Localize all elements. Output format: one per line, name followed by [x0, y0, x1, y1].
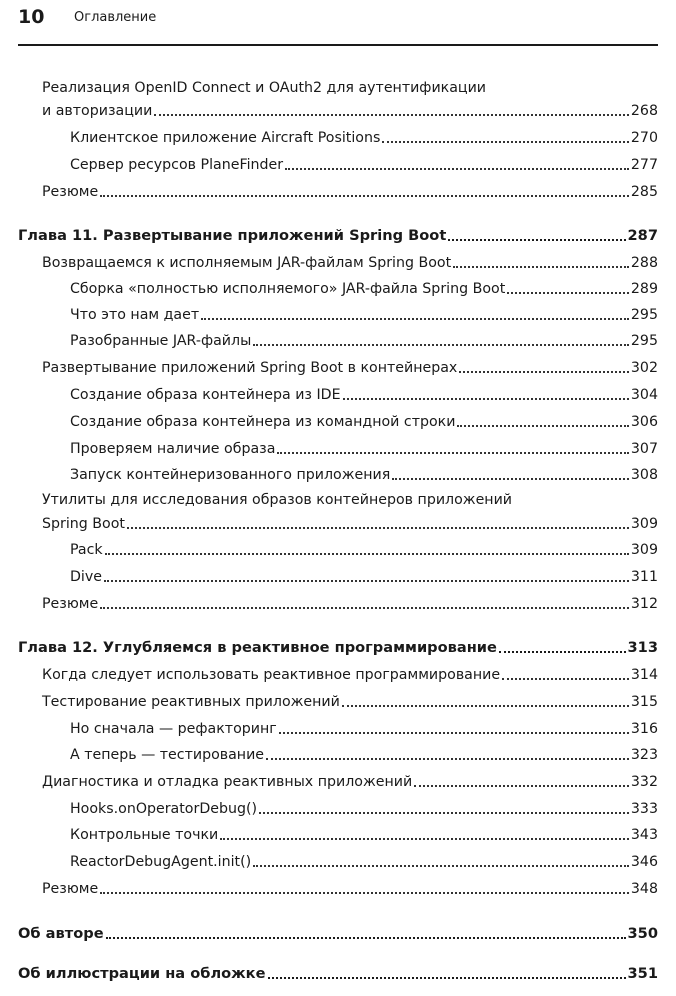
toc-entry-page: 295 [630, 333, 658, 349]
toc-entry-page: 309 [630, 542, 658, 558]
toc-entry-page: 306 [630, 414, 658, 430]
toc-entry[interactable] [70, 742, 658, 764]
dot-leader [266, 758, 629, 760]
toc-entry-page: 346 [630, 854, 658, 870]
toc-entry[interactable] [70, 462, 658, 484]
toc-entry-page: 302 [630, 360, 658, 376]
running-title: Оглавление [74, 10, 157, 25]
toc-chapter-label: Глава 12. Углубляемся в реактивное программирование [18, 639, 497, 656]
toc-entry-page: 332 [630, 774, 658, 790]
toc-entry-label: Pack [70, 542, 103, 558]
toc-entry-label: Проверяем наличие образа [70, 441, 276, 457]
toc-entry-label: Но сначала — рефакторинг [70, 721, 277, 737]
toc-entry-label: Spring Boot [42, 516, 125, 532]
toc-entry[interactable] [42, 98, 658, 120]
dot-leader [279, 732, 629, 734]
toc-entry-label: Развертывание приложений Spring Boot в контейнерах [42, 360, 458, 376]
dot-leader [414, 785, 629, 787]
dot-leader [154, 114, 629, 116]
toc-chapter-label: Об иллюстрации на обложке [18, 965, 266, 982]
dot-leader [106, 937, 626, 939]
dot-leader [499, 651, 626, 653]
dot-leader [453, 266, 629, 268]
dot-leader [201, 318, 629, 320]
dot-leader [127, 527, 629, 529]
toc-entry-label: Резюме [42, 596, 99, 612]
toc-entry[interactable] [70, 152, 658, 174]
dot-leader [277, 452, 629, 454]
dot-leader [343, 398, 629, 400]
toc-entry-page: 295 [630, 307, 658, 323]
toc-entry-page: 285 [630, 184, 658, 200]
toc-entry[interactable] [42, 511, 658, 533]
toc-entry-label: Запуск контейнеризованного приложения [70, 467, 391, 483]
dot-leader [502, 678, 629, 680]
toc-entry-page: 268 [630, 103, 658, 119]
toc-entry-page: 289 [630, 281, 658, 297]
toc-entry-page: 315 [630, 694, 658, 710]
toc-entry-page: 309 [630, 516, 658, 532]
toc-entry[interactable] [42, 250, 658, 272]
toc-entry-page: 288 [630, 255, 658, 271]
dot-leader [104, 580, 629, 582]
toc-entry[interactable] [70, 276, 658, 298]
dot-leader [459, 371, 629, 373]
dot-leader [342, 705, 629, 707]
toc-entry-label: Тестирование реактивных приложений [42, 694, 340, 710]
toc-entry[interactable] [42, 355, 658, 377]
toc-entry[interactable] [70, 716, 658, 738]
toc-entry[interactable] [70, 564, 658, 586]
toc-entry[interactable] [42, 769, 658, 791]
toc-entry[interactable] [42, 876, 658, 898]
toc-entry[interactable] [70, 302, 658, 324]
dot-leader [253, 865, 629, 867]
dot-leader [285, 168, 629, 170]
toc-entry-label: Сборка «полностью исполняемого» JAR-файла Spring Boot [70, 281, 506, 297]
dot-leader [448, 239, 625, 241]
toc-entry-page: 350 [627, 925, 658, 942]
toc-entry[interactable] [70, 796, 658, 818]
toc-entry-label: Что это нам дает [70, 307, 200, 323]
toc-entry[interactable] [70, 822, 658, 844]
toc-entry-label: Создание образа контейнера из командной строки [70, 414, 456, 430]
toc-entry[interactable] [70, 409, 658, 431]
dot-leader [268, 977, 626, 979]
toc-entry-label: Создание образа контейнера из IDE [70, 387, 341, 403]
dot-leader [253, 344, 629, 346]
toc-entry-page: 311 [630, 569, 658, 585]
toc-entry-page: 308 [630, 467, 658, 483]
toc-entry-page: 316 [630, 721, 658, 737]
dot-leader [507, 292, 629, 294]
toc-entry-page: 287 [627, 227, 658, 244]
toc-entry-label: Когда следует использовать реактивное программирование [42, 667, 501, 683]
dot-leader [100, 607, 629, 609]
dot-leader [259, 812, 629, 814]
toc-entry-page: 333 [630, 801, 658, 817]
toc-entry-page: 323 [630, 747, 658, 763]
toc-chapter-entry[interactable] [18, 635, 658, 657]
toc-entry[interactable] [70, 382, 658, 404]
toc-entry-label: ReactorDebugAgent.init() [70, 854, 252, 870]
toc-entry-label: Сервер ресурсов PlaneFinder [70, 157, 284, 173]
toc-entry-page: 313 [627, 639, 658, 656]
toc-entry-first-line: Реализация OpenID Connect и OAuth2 для аутентификации [42, 80, 487, 96]
page-number: 10 [18, 6, 45, 28]
dot-leader [100, 195, 629, 197]
toc-chapter-entry[interactable] [18, 921, 658, 943]
toc-entry-label: Диагностика и отладка реактивных приложений [42, 774, 413, 790]
toc-entry-page: 312 [630, 596, 658, 612]
toc-entry-label: Контрольные точки [70, 827, 219, 843]
toc-entry[interactable] [42, 689, 658, 711]
toc-entry-label: Dive [70, 569, 102, 585]
toc-entry[interactable] [70, 436, 658, 458]
toc-entry-page: 307 [630, 441, 658, 457]
toc-entry[interactable] [42, 662, 658, 684]
toc-entry-label: Резюме [42, 184, 99, 200]
toc-entry-first-line: Утилиты для исследования образов контейнеров приложений [42, 492, 513, 508]
dot-leader [220, 838, 629, 840]
toc-chapter-label: Об авторе [18, 925, 104, 942]
toc-entry-page: 270 [630, 130, 658, 146]
toc-entry-label: Возвращаемся к исполняемым JAR-файлам Spring Boot [42, 255, 452, 271]
toc-entry-label: Клиентское приложение Aircraft Positions [70, 130, 381, 146]
toc-chapter-entry[interactable] [18, 223, 658, 245]
toc-entry-label: и авторизации [42, 103, 153, 119]
toc-entry[interactable] [70, 849, 658, 871]
toc-entry-label: Резюме [42, 881, 99, 897]
toc-entry[interactable] [70, 125, 658, 147]
toc-entry-page: 314 [630, 667, 658, 683]
toc-entry-page: 343 [630, 827, 658, 843]
dot-leader [457, 425, 628, 427]
toc-entry-page: 351 [627, 965, 658, 982]
toc-entry[interactable] [70, 537, 658, 559]
toc-entry[interactable] [70, 328, 658, 350]
toc-entry-label: А теперь — тестирование [70, 747, 265, 763]
toc-chapter-label: Глава 11. Развертывание приложений Spring Boot [18, 227, 447, 244]
toc-entry-page: 304 [630, 387, 658, 403]
dot-leader [100, 892, 629, 894]
toc-entry[interactable] [42, 179, 658, 201]
toc-entry-page: 348 [630, 881, 658, 897]
toc-entry-page: 277 [630, 157, 658, 173]
toc-chapter-entry[interactable] [18, 961, 658, 983]
dot-leader [392, 478, 629, 480]
toc-entry-label: Hooks.onOperatorDebug() [70, 801, 258, 817]
dot-leader [382, 141, 629, 143]
dot-leader [105, 553, 629, 555]
toc-entry-label: Разобранные JAR-файлы [70, 333, 252, 349]
toc-entry[interactable] [42, 591, 658, 613]
